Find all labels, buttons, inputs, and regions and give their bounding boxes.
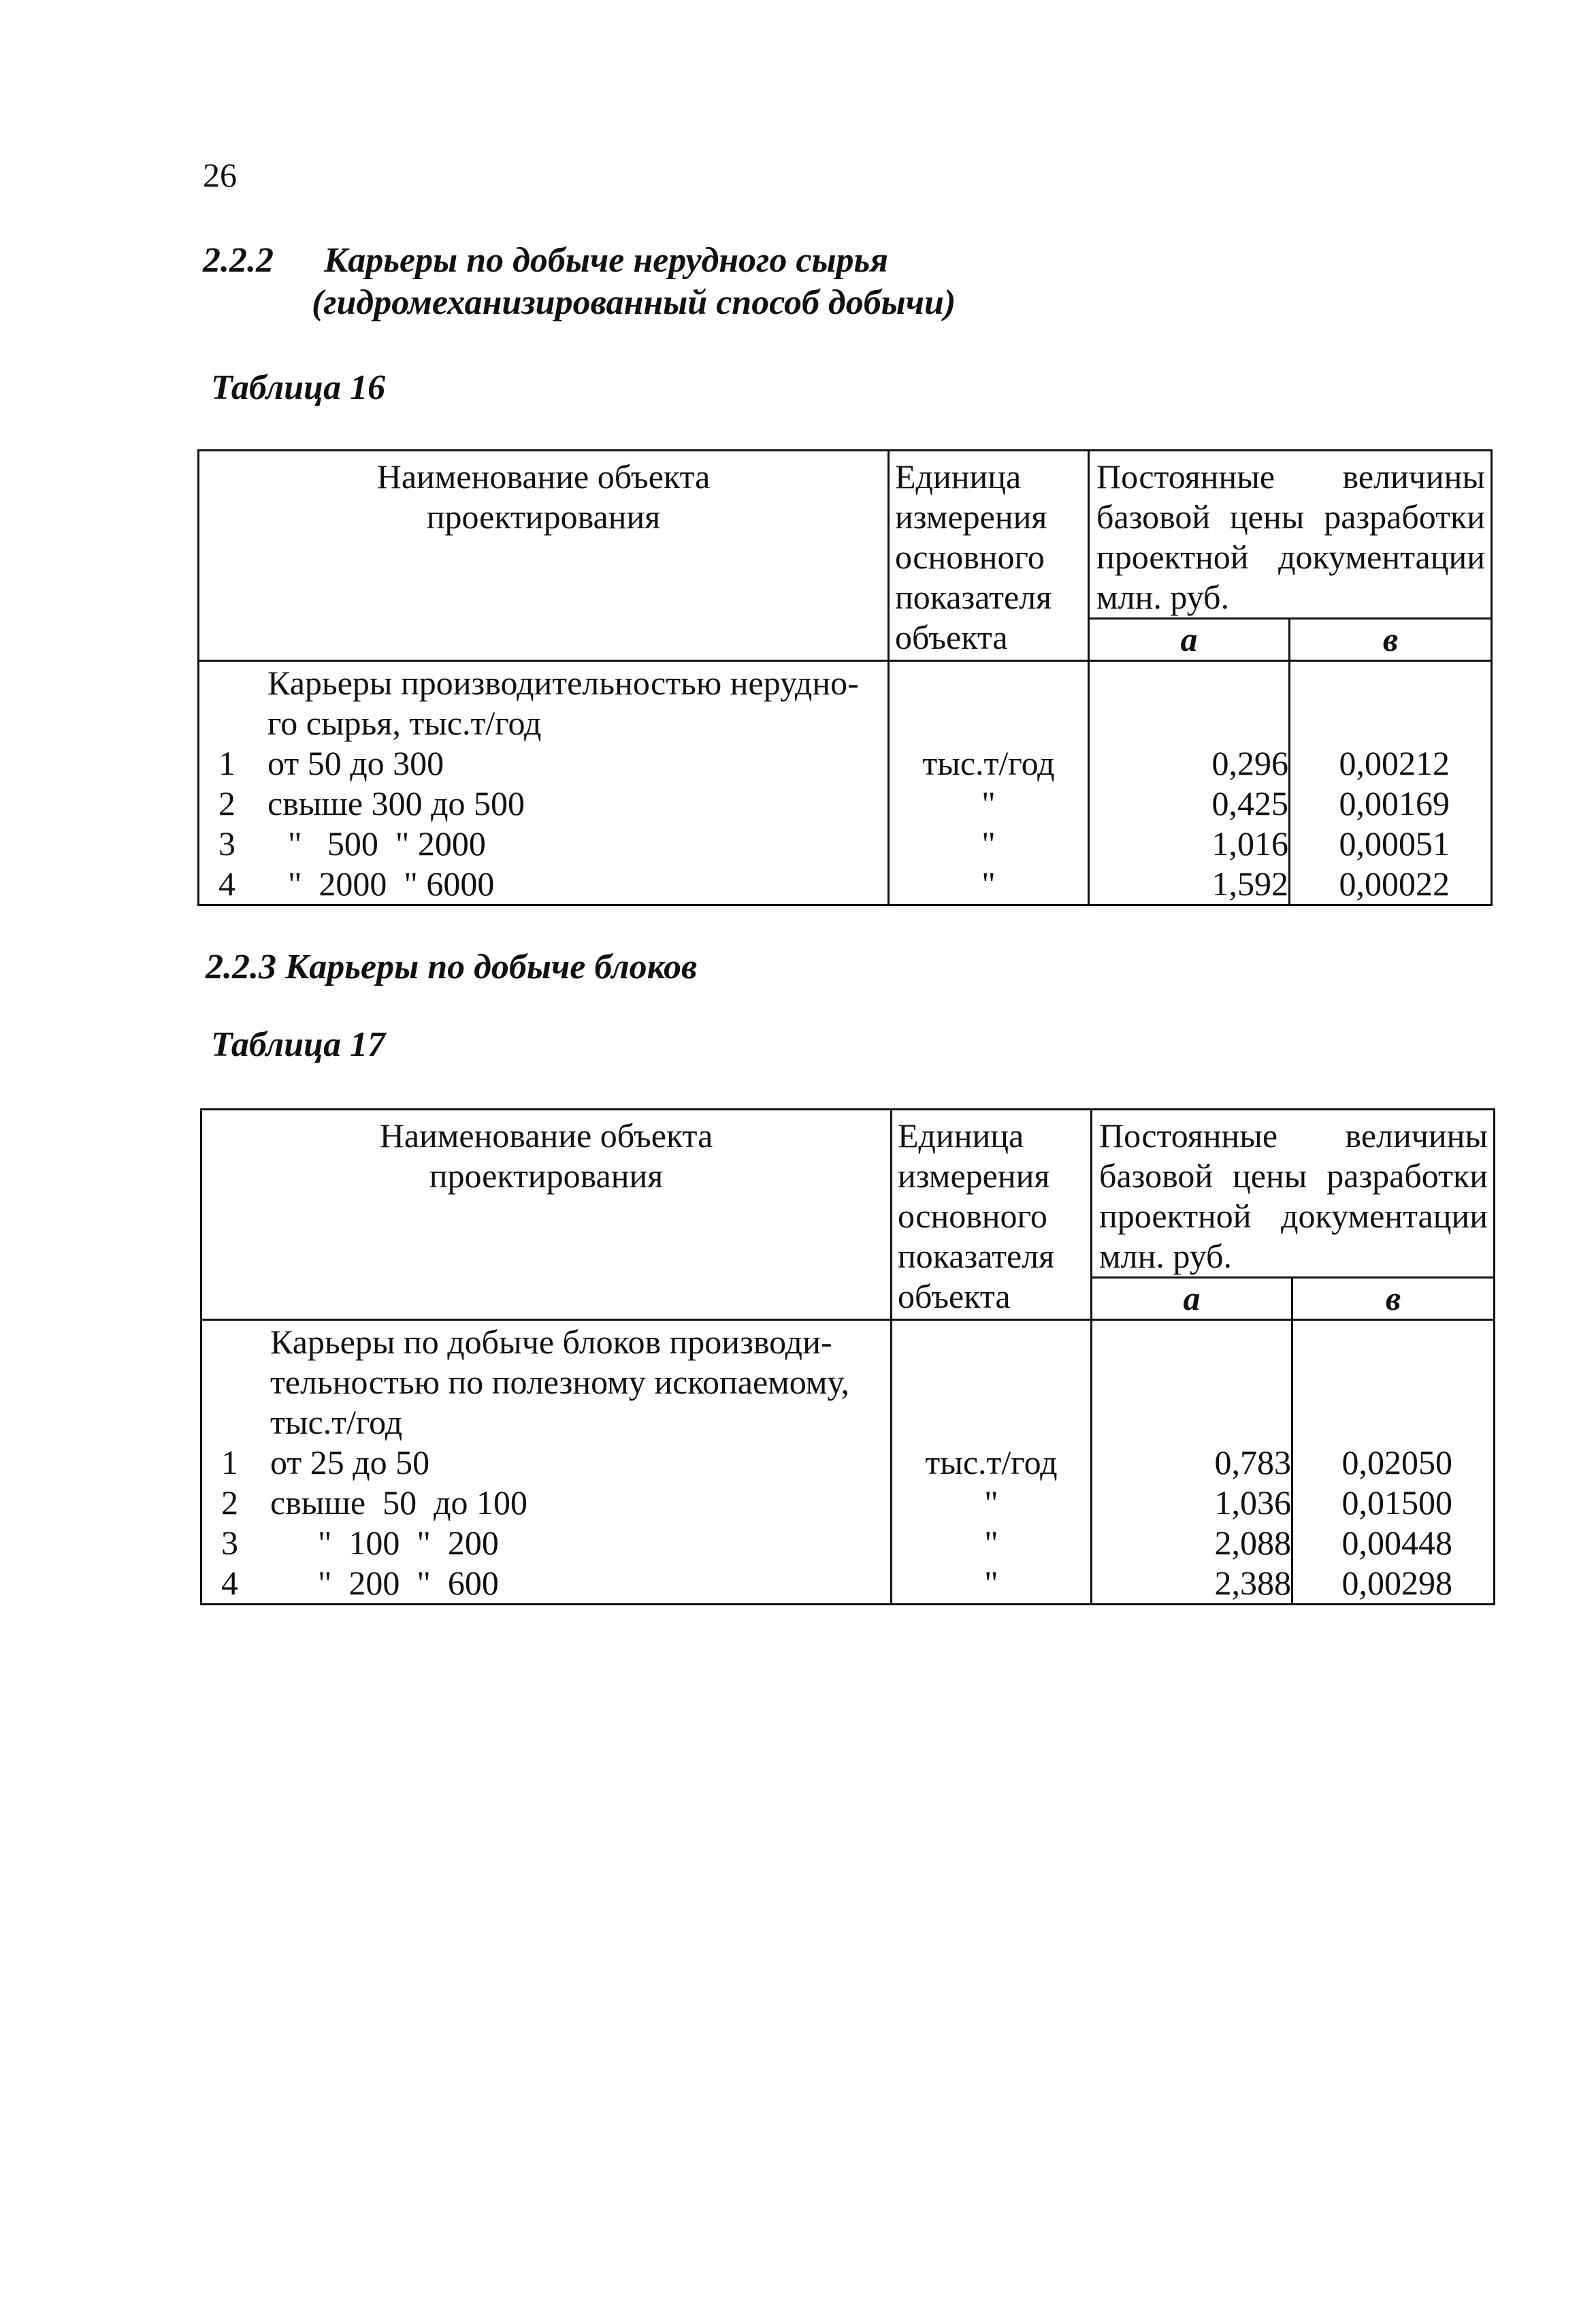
const-line: млн. руб. <box>1099 1237 1232 1275</box>
section-number: 2.2.2 <box>203 241 274 280</box>
group-line: Карьеры производительностью нерудно- <box>267 664 859 702</box>
unit-cell: " <box>981 824 996 863</box>
value-b: 0,00169 <box>1339 784 1450 822</box>
section-title: Карьеры по добыче блоков <box>285 948 698 986</box>
table-row: 4 " 200 " 600 <box>221 1564 499 1602</box>
table-16-body-a <box>1089 661 1290 905</box>
table-16-header-const <box>1089 451 1492 619</box>
unit-cell: " <box>981 865 996 903</box>
value-b: 0,02050 <box>1341 1443 1453 1481</box>
unit-line: объекта <box>898 1277 1011 1315</box>
table-17-body-names <box>201 1320 892 1605</box>
unit-line: измерения <box>898 1157 1050 1195</box>
const-line: проектной документации <box>1096 538 1486 576</box>
table-16-body-units <box>889 661 1089 905</box>
table-17-col-a: а <box>1092 1278 1292 1320</box>
unit-line: основного <box>895 538 1045 576</box>
table-17 <box>200 1108 1495 1605</box>
value-a: 2,088 <box>1214 1524 1291 1562</box>
value-b: 0,00212 <box>1339 744 1450 782</box>
section-title-line1: Карьеры по добыче нерудного сырья <box>324 241 889 280</box>
table-17-body-units <box>892 1320 1092 1605</box>
table-row: 1 от 50 до 300 <box>218 744 444 782</box>
table-row: 2 свыше 50 до 100 <box>221 1483 528 1522</box>
unit-cell: " <box>984 1564 998 1602</box>
table-16-body-names <box>199 661 889 905</box>
unit-line: Единица <box>895 457 1022 496</box>
section-heading-2-2-2 <box>203 240 888 282</box>
table-17-body-b <box>1292 1320 1495 1605</box>
table-16-body-b <box>1290 661 1492 905</box>
table-17-body-a <box>1092 1320 1292 1605</box>
unit-cell: " <box>984 1483 998 1522</box>
group-line: го сырья, тыс.т/год <box>267 704 542 742</box>
section-heading-2-2-3 <box>206 946 697 988</box>
table-16-col-a: а <box>1089 619 1290 661</box>
table-row: 2 свыше 300 до 500 <box>218 784 525 822</box>
unit-line: объекта <box>895 618 1008 656</box>
value-a: 2,388 <box>1214 1564 1291 1602</box>
const-line: Постоянные величины <box>1099 1116 1488 1155</box>
page-number: 26 <box>203 156 237 194</box>
unit-cell: тыс.т/год <box>925 1443 1058 1481</box>
table-16-header-unit <box>889 451 1089 661</box>
section-heading-2-2-2-line2 <box>312 282 956 324</box>
value-a: 1,016 <box>1211 824 1288 863</box>
group-line: тыс.т/год <box>270 1403 403 1441</box>
table-17-header-const <box>1092 1110 1495 1278</box>
table-17-header-unit <box>892 1110 1092 1320</box>
value-b: 0,00298 <box>1341 1564 1453 1602</box>
const-line: проектной документации <box>1099 1197 1488 1235</box>
value-b: 0,00022 <box>1339 865 1450 903</box>
unit-cell: " <box>981 784 996 822</box>
value-b: 0,00051 <box>1339 824 1450 863</box>
group-line: тельностью по полезному ископаемому, <box>270 1363 849 1401</box>
unit-cell: " <box>984 1524 998 1562</box>
section-title-line2: (гидромеханизированный способ добычи) <box>312 283 956 322</box>
unit-line: показателя <box>895 578 1052 616</box>
value-a: 1,592 <box>1211 865 1288 903</box>
unit-line: измерения <box>895 498 1047 536</box>
header-name-text: Наименование объекта проектирования <box>379 1116 713 1195</box>
value-a: 1,036 <box>1214 1483 1291 1522</box>
table-17-caption: Таблица 17 <box>211 1025 386 1064</box>
section-number: 2.2.3 <box>206 948 276 986</box>
table-16-col-b: в <box>1290 619 1492 661</box>
header-name-text: Наименование объекта проектирования <box>376 457 711 536</box>
table-17-header-name <box>201 1110 892 1320</box>
table-16-caption: Таблица 16 <box>211 368 386 407</box>
table-row: 3 " 500 " 2000 <box>218 824 486 863</box>
group-line: Карьеры по добыче блоков производи- <box>270 1323 832 1361</box>
unit-line: Единица <box>898 1116 1024 1155</box>
const-line: базовой цены разработки <box>1096 498 1486 536</box>
table-row: 4 " 2000 " 6000 <box>218 865 495 903</box>
value-a: 0,425 <box>1211 784 1288 822</box>
table-row: 3 " 100 " 200 <box>221 1524 499 1562</box>
table-16-header-name <box>199 451 889 661</box>
value-a: 0,783 <box>1214 1443 1291 1481</box>
value-b: 0,01500 <box>1341 1483 1453 1522</box>
table-16 <box>197 449 1493 906</box>
const-line: млн. руб. <box>1096 578 1229 616</box>
value-a: 0,296 <box>1211 744 1288 782</box>
unit-line: основного <box>898 1197 1047 1235</box>
const-line: Постоянные величины <box>1096 457 1486 496</box>
table-17-col-b: в <box>1292 1278 1495 1320</box>
unit-cell: тыс.т/год <box>922 744 1055 782</box>
value-b: 0,00448 <box>1341 1524 1453 1562</box>
table-row: 1 от 25 до 50 <box>221 1443 430 1481</box>
const-line: базовой цены разработки <box>1099 1157 1488 1195</box>
unit-line: показателя <box>898 1237 1055 1275</box>
